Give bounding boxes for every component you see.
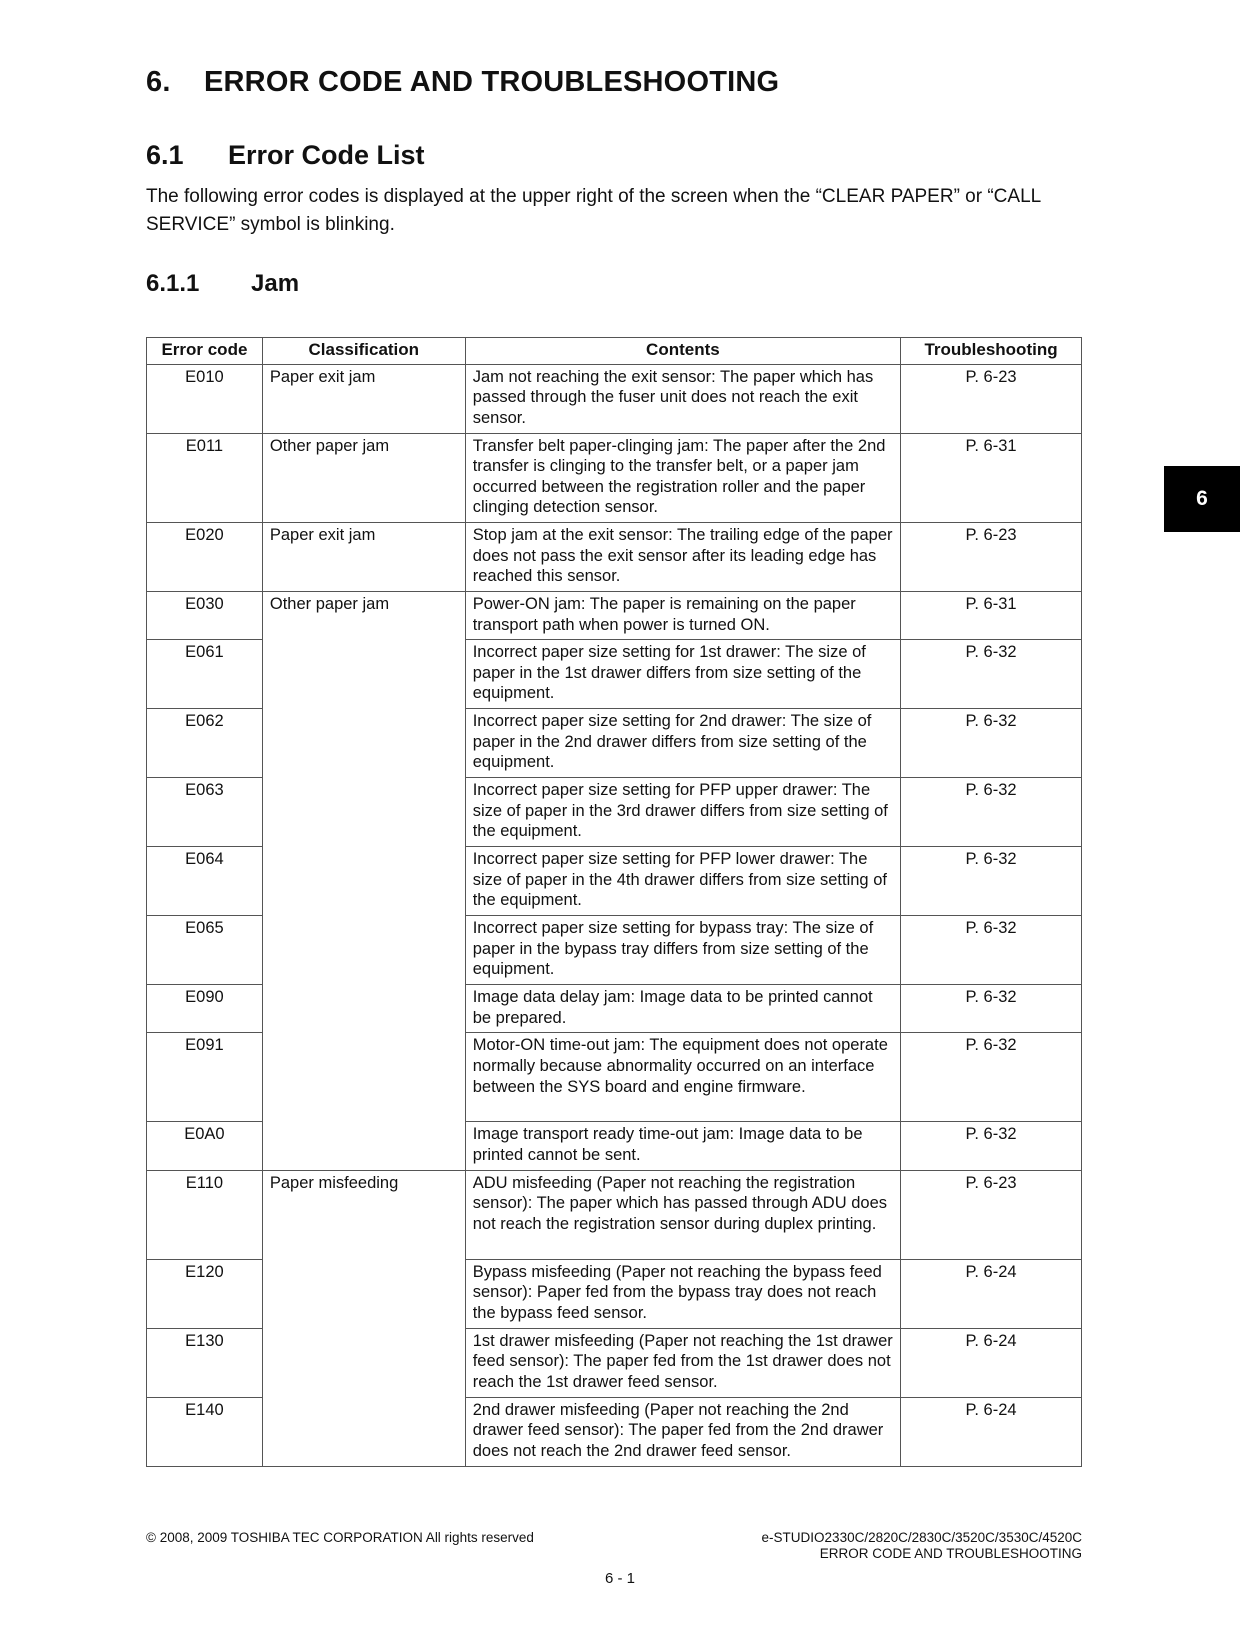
- troubleshooting-ref: P. 6-23: [901, 522, 1082, 591]
- contents: 2nd drawer misfeeding (Paper not reaching the 2nd drawer feed sensor): The paper fed from the 2nd drawer does not reach the 2nd drawer feed sensor.: [465, 1397, 900, 1466]
- troubleshooting-ref: P. 6-32: [901, 778, 1082, 847]
- contents: Stop jam at the exit sensor: The trailing edge of the paper does not pass the exit sensor after its leading edge has reached this sensor.: [465, 522, 900, 591]
- contents: 1st drawer misfeeding (Paper not reaching the 1st drawer feed sensor): The paper fed from the 1st drawer does not reach the 1st drawer feed sensor.: [465, 1328, 900, 1397]
- header-troubleshooting: Troubleshooting: [901, 338, 1082, 365]
- error-code: E065: [147, 916, 263, 985]
- intro-paragraph: The following error codes is displayed at the upper right of the screen when the “CLEAR PAPER” or “CALL SERVICE” symbol is blinking.: [146, 186, 1041, 235]
- troubleshooting-ref: P. 6-32: [901, 709, 1082, 778]
- contents: Motor-ON time-out jam: The equipment does not operate normally because abnormality occurred on an interface between the SYS board and engine firmware.: [465, 1033, 900, 1122]
- troubleshooting-ref: P. 6-23: [901, 1170, 1082, 1259]
- table-row: [147, 1170, 1082, 1259]
- troubleshooting-ref: P. 6-32: [901, 1033, 1082, 1122]
- error-code: E030: [147, 591, 263, 639]
- chapter-number: 6.: [146, 66, 171, 98]
- table-row: [147, 433, 1082, 522]
- error-code-table: [146, 337, 1082, 1467]
- footer-copyright: © 2008, 2009 TOSHIBA TEC CORPORATION All rights reserved: [146, 1530, 534, 1545]
- contents: Image transport ready time-out jam: Image data to be printed cannot be sent.: [465, 1122, 900, 1170]
- table-row: [147, 364, 1082, 433]
- table-row: [147, 522, 1082, 591]
- subsection-title: Jam: [251, 270, 300, 297]
- contents: Jam not reaching the exit sensor: The paper which has passed through the fuser unit does not reach the exit sensor.: [465, 364, 900, 433]
- subsection-number: 6.1.1: [146, 270, 200, 297]
- section-title: Error Code List: [228, 140, 425, 170]
- subsection-heading: [146, 270, 299, 298]
- page-number: 6 - 1: [604, 1570, 635, 1587]
- troubleshooting-ref: P. 6-32: [901, 985, 1082, 1033]
- footer-model: e-STUDIO2330C/2820C/2830C/3520C/3530C/4520C: [761, 1530, 1082, 1545]
- troubleshooting-ref: P. 6-31: [901, 591, 1082, 639]
- error-code: E020: [147, 522, 263, 591]
- troubleshooting-ref: P. 6-32: [901, 640, 1082, 709]
- error-code: E061: [147, 640, 263, 709]
- error-code: E010: [147, 364, 263, 433]
- contents: ADU misfeeding (Paper not reaching the registration sensor): The paper which has passed through ADU does not reach the registration sensor during duplex printing.: [465, 1170, 900, 1259]
- classification: Paper misfeeding: [262, 1170, 465, 1466]
- troubleshooting-ref: P. 6-24: [901, 1259, 1082, 1328]
- contents: Incorrect paper size setting for bypass tray: The size of paper in the bypass tray differs from size setting of the equipment.: [465, 916, 900, 985]
- chapter-tab: 6: [1164, 466, 1240, 532]
- troubleshooting-ref: P. 6-31: [901, 433, 1082, 522]
- contents: Incorrect paper size setting for 1st drawer: The size of paper in the 1st drawer differs from size setting of the equipment.: [465, 640, 900, 709]
- troubleshooting-ref: P. 6-32: [901, 847, 1082, 916]
- section-number: 6.1: [146, 140, 184, 170]
- table-row: [147, 591, 1082, 639]
- section-heading: [146, 140, 425, 171]
- contents: Image data delay jam: Image data to be printed cannot be prepared.: [465, 985, 900, 1033]
- error-code: E091: [147, 1033, 263, 1122]
- contents: Bypass misfeeding (Paper not reaching the bypass feed sensor): Paper fed from the bypass tray does not reach the bypass feed sensor.: [465, 1259, 900, 1328]
- classification: Other paper jam: [262, 433, 465, 522]
- chapter-title: ERROR CODE AND TROUBLESHOOTING: [204, 66, 780, 98]
- contents: Power-ON jam: The paper is remaining on the paper transport path when power is turned ON.: [465, 591, 900, 639]
- error-code: E011: [147, 433, 263, 522]
- troubleshooting-ref: P. 6-32: [901, 1122, 1082, 1170]
- error-code: E140: [147, 1397, 263, 1466]
- contents: Incorrect paper size setting for PFP upper drawer: The size of paper in the 3rd drawer differs from size setting of the equipment.: [465, 778, 900, 847]
- error-code: E0A0: [147, 1122, 263, 1170]
- classification: Other paper jam: [262, 591, 465, 1170]
- troubleshooting-ref: P. 6-24: [901, 1328, 1082, 1397]
- header-classification: Classification: [262, 338, 465, 365]
- error-code: E130: [147, 1328, 263, 1397]
- classification: Paper exit jam: [262, 364, 465, 433]
- troubleshooting-ref: P. 6-32: [901, 916, 1082, 985]
- classification: Paper exit jam: [262, 522, 465, 591]
- contents: Incorrect paper size setting for PFP lower drawer: The size of paper in the 4th drawer differs from size setting of the equipment.: [465, 847, 900, 916]
- contents: Incorrect paper size setting for 2nd drawer: The size of paper in the 2nd drawer differs from size setting of the equipment.: [465, 709, 900, 778]
- troubleshooting-ref: P. 6-23: [901, 364, 1082, 433]
- header-error-code: Error code: [147, 338, 263, 365]
- error-code: E090: [147, 985, 263, 1033]
- error-code: E063: [147, 778, 263, 847]
- chapter-heading: [146, 66, 779, 99]
- header-contents: Contents: [465, 338, 900, 365]
- contents: Transfer belt paper-clinging jam: The paper after the 2nd transfer is clinging to the transfer belt, or a paper jam occurred between the registration roller and the paper clinging detection sensor.: [465, 433, 900, 522]
- error-code: E110: [147, 1170, 263, 1259]
- error-code: E120: [147, 1259, 263, 1328]
- error-code: E064: [147, 847, 263, 916]
- footer-section: ERROR CODE AND TROUBLESHOOTING: [819, 1546, 1082, 1561]
- troubleshooting-ref: P. 6-24: [901, 1397, 1082, 1466]
- error-code: E062: [147, 709, 263, 778]
- footer-model-info: [700, 1530, 1082, 1562]
- table-header-row: [147, 338, 1082, 365]
